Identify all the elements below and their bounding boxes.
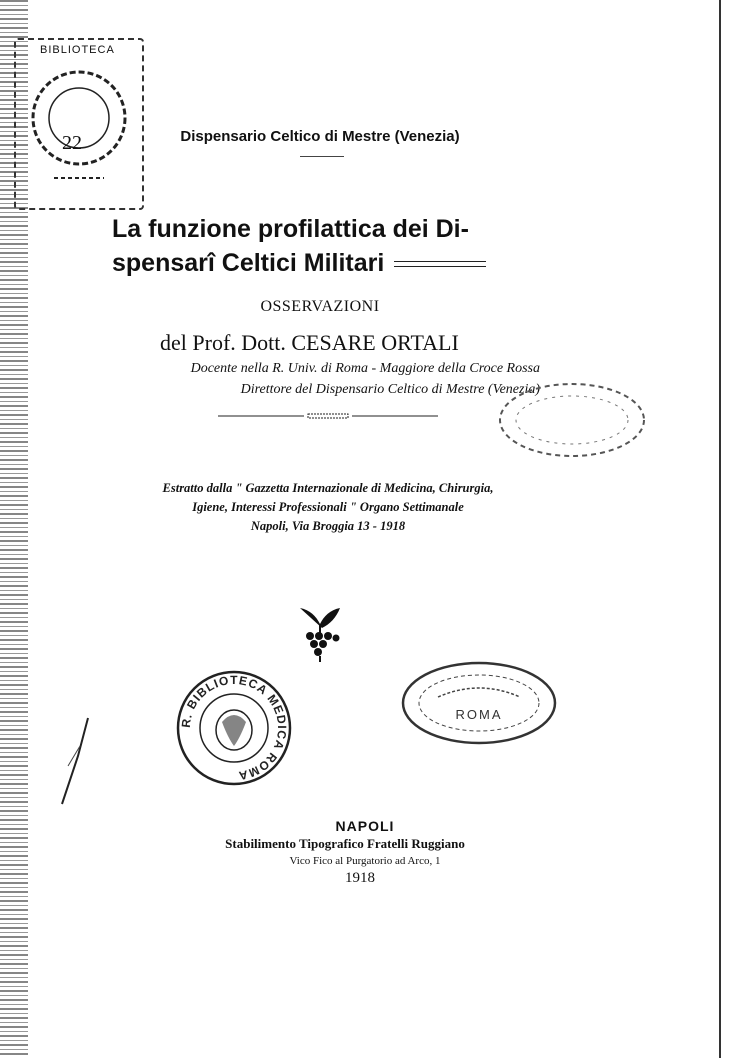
imprint-printer: Stabilimento Tipografico Fratelli Ruggiano [225,836,465,851]
author-role-1: Docente nella R. Univ. di Roma - Maggiore della Croce Rossa [190,361,540,376]
title-line-2-wrap [112,246,552,280]
title-line-2: spensarî Celtici Militari [112,249,385,277]
extract-line-3: Napoli, Via Broggia 13 - 1918 [250,519,406,533]
library-label-title: BIBLIOTECA [40,44,115,56]
page-edge-line [719,0,721,1058]
library-stamp-circle [24,60,134,190]
imprint-year: 1918 [345,870,375,886]
document-title [112,212,552,280]
author-name: del Prof. Dott. CESARE ORTALI [160,330,459,355]
faint-oval-stamp [496,378,648,462]
imprint-city: NAPOLI [335,818,395,834]
oval-stamp-text: ROMA [455,707,503,722]
title-line-1: La funzione profilattica dei Di- [112,215,469,243]
header-rule [300,156,344,157]
library-shelf-number: 22 [62,132,82,154]
extract-line-2: Igiene, Interessi Professionali " Organo Settimanale [192,500,464,514]
extract-note [118,479,538,536]
institution-header: Dispensario Celtico di Mestre (Venezia) [180,128,460,145]
round-library-stamp [174,668,294,788]
imprint-block [150,818,540,887]
round-stamp-text: R. BIBLIOTECA MEDICA ROMA [178,672,290,783]
subtitle: OSSERVAZIONI [260,298,380,315]
pen-mark [58,716,92,806]
author-role-2: Direttore del Dispensario Celtico di Mestre (Venezia) [240,382,540,397]
ornamental-divider [218,413,438,419]
title-dash-rule [394,261,486,267]
grape-leaf-ornament-icon [292,604,348,664]
oval-library-stamp [398,657,560,749]
extract-line-1: Estratto dalla " Gazzetta Internazionale di Medicina, Chirurgia, [162,481,494,495]
imprint-address: Vico Fico al Purgatorio ad Arco, 1 [289,855,441,867]
